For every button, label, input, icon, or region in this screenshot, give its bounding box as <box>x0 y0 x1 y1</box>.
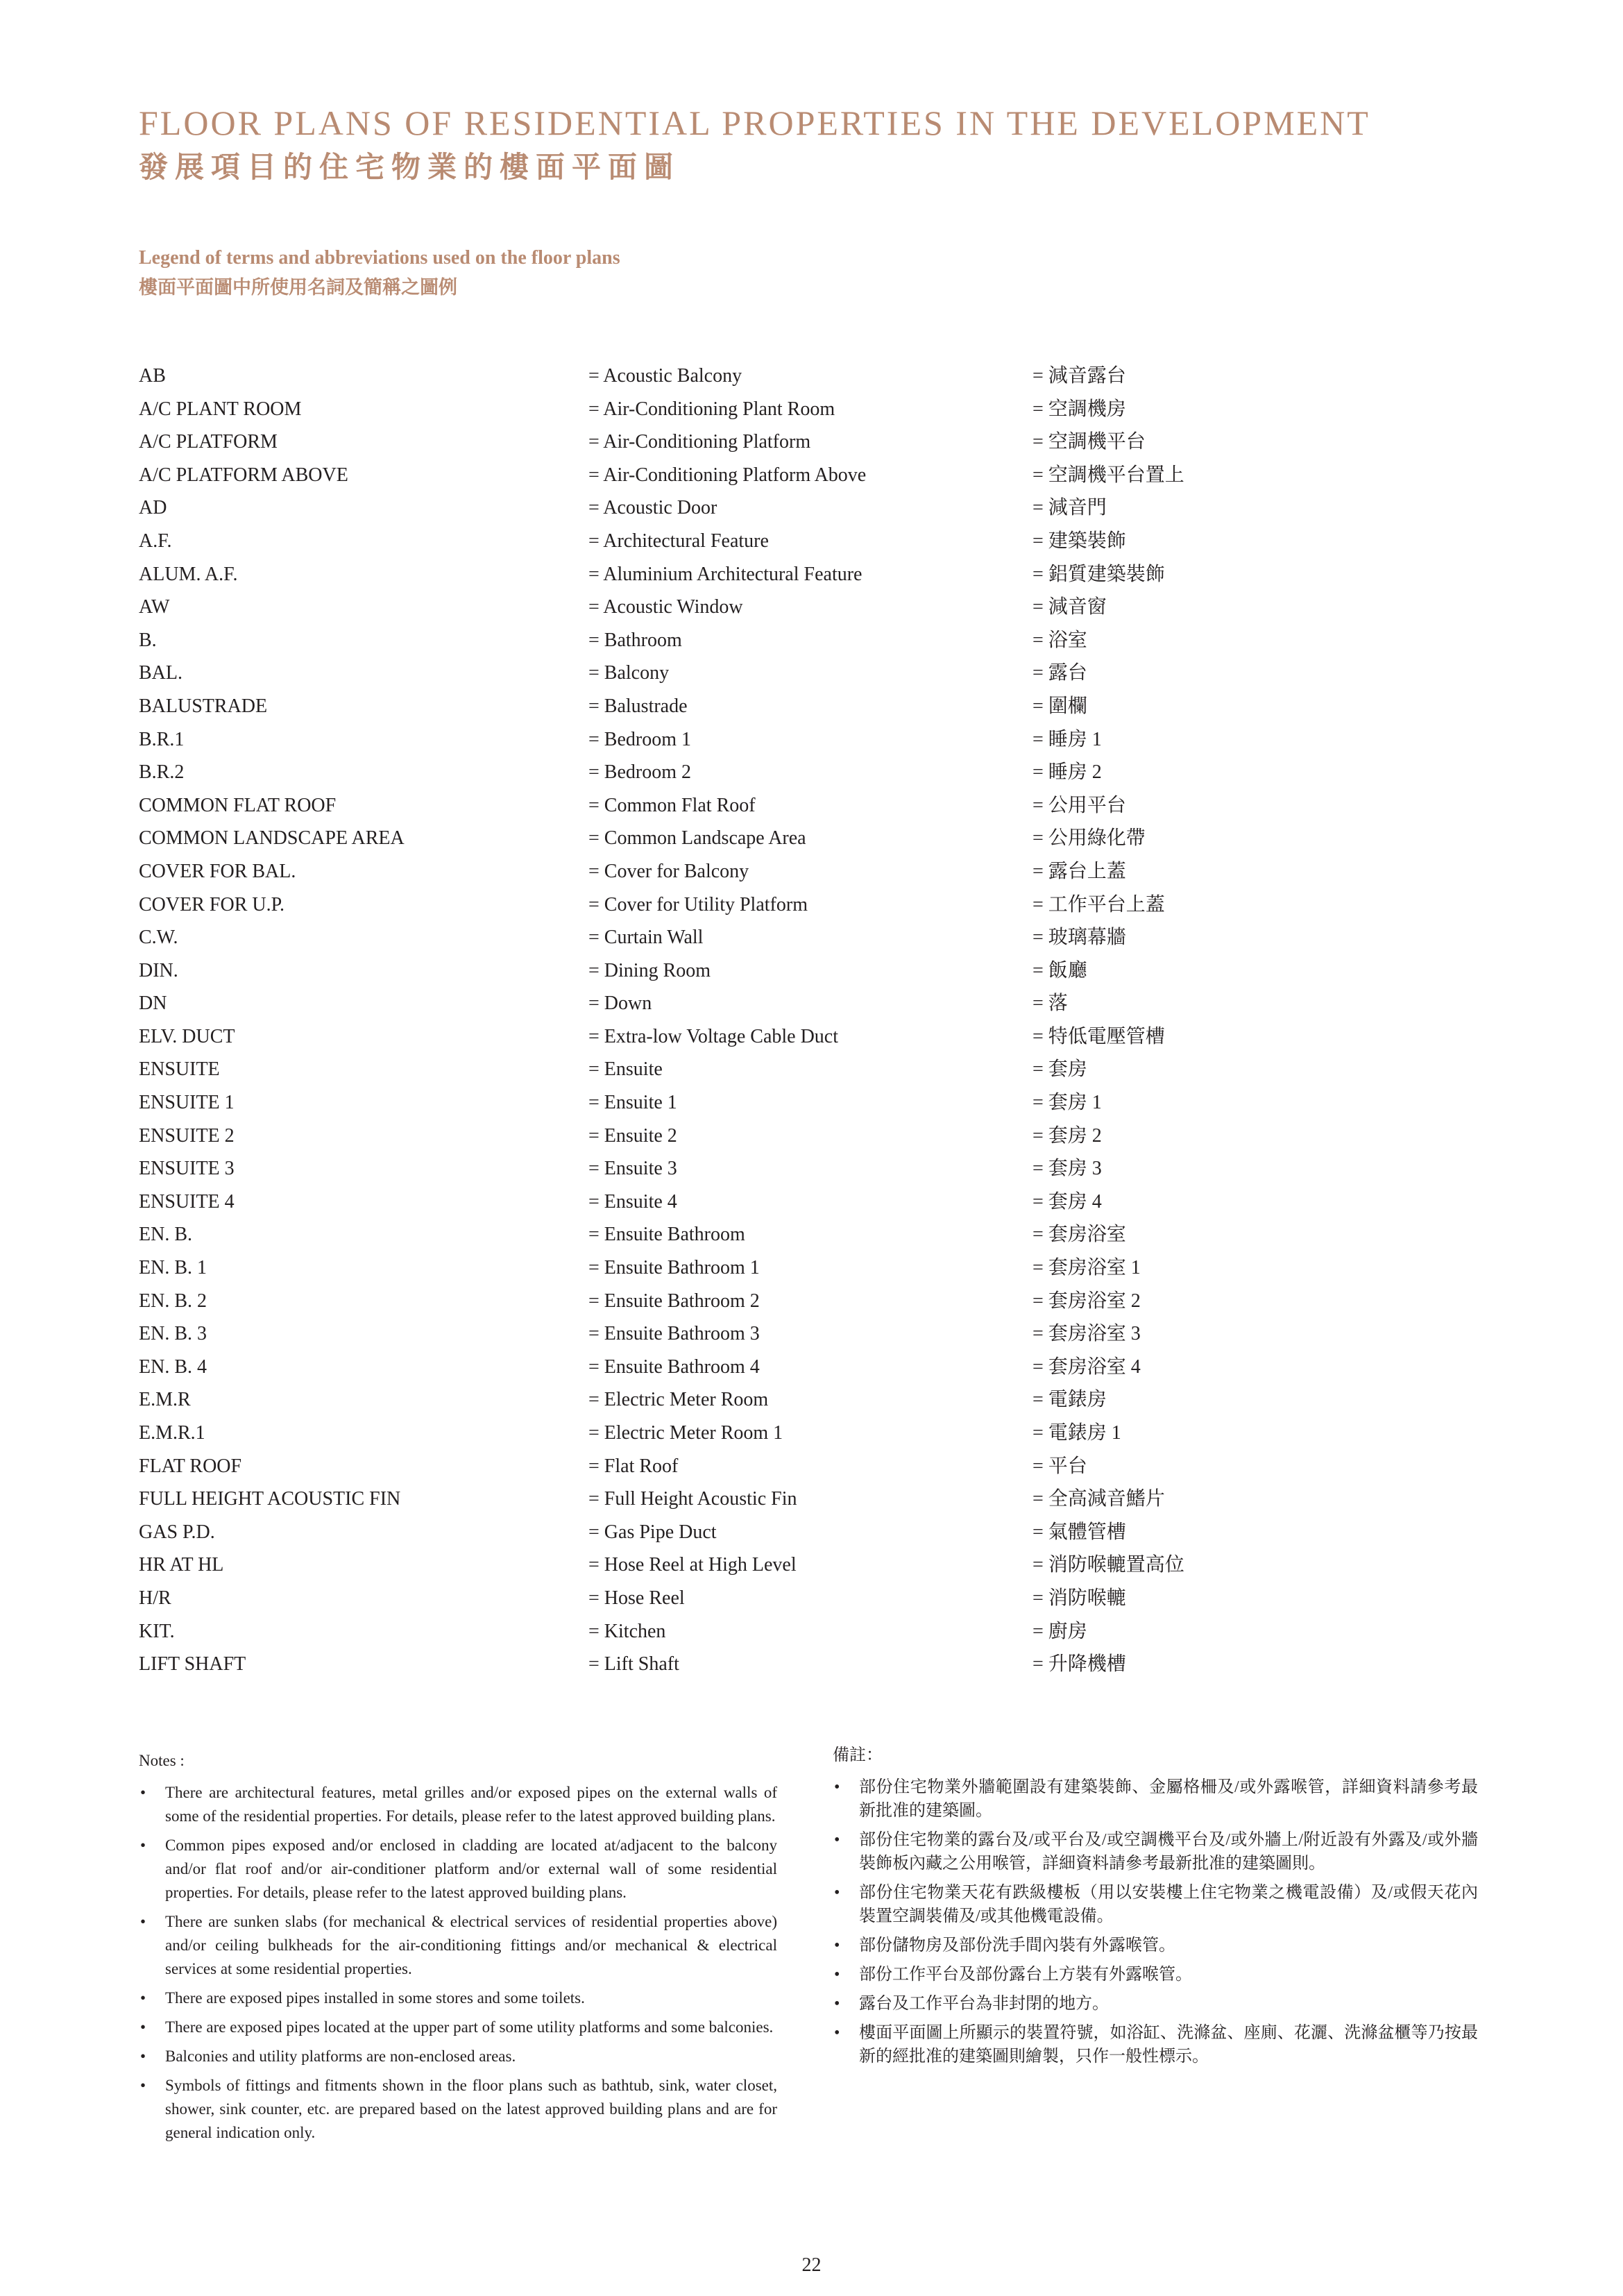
legend-abbreviation: A.F. <box>139 530 172 552</box>
legend-row <box>139 527 1457 561</box>
legend-meaning-zh: = 建築裝飾 <box>1033 530 1126 552</box>
note-text: 部份住宅物業天花有跌級樓板（用以安裝樓上住宅物業之機電設備）及/或假天花內裝置空調裝備及/或其他機電設備。 <box>859 1884 1478 1925</box>
legend-meaning-en: = Ensuite <box>588 1058 663 1081</box>
legend-meaning-zh: = 套房浴室 <box>1033 1224 1126 1246</box>
note-item <box>139 1910 777 1981</box>
legend-meaning-en: = Common Flat Roof <box>588 794 756 816</box>
legend-meaning-en: = Ensuite Bathroom 1 <box>588 1257 760 1279</box>
legend-abbreviation: A/C PLATFORM ABOVE <box>139 464 348 486</box>
legend-row <box>139 891 1457 925</box>
note-text: There are architectural features, metal grilles and/or exposed pipes on the external walls of some of the residential properties. For details, please refer to the latest approved building plans. <box>165 1784 777 1825</box>
legend-meaning-en: = Flat Roof <box>588 1455 679 1477</box>
legend-row <box>139 726 1457 759</box>
legend-row <box>139 659 1457 693</box>
legend-row <box>139 1419 1457 1453</box>
legend-meaning-en: = Ensuite 3 <box>588 1158 677 1180</box>
legend-meaning-en: = Cover for Balcony <box>588 860 749 882</box>
legend-abbreviation: AD <box>139 497 167 519</box>
legend-meaning-zh: = 減音窗 <box>1033 596 1107 618</box>
legend-meaning-en: = Kitchen <box>588 1620 666 1642</box>
legend-row <box>139 627 1457 660</box>
legend-meaning-zh: = 公用平台 <box>1033 794 1126 816</box>
legend-abbreviation: AB <box>139 365 166 387</box>
legend-meaning-zh: = 浴室 <box>1033 629 1087 651</box>
note-item <box>139 1986 777 2010</box>
legend-row <box>139 428 1457 462</box>
legend-row <box>139 990 1457 1023</box>
legend-meaning-zh: = 廚房 <box>1033 1620 1087 1642</box>
legend-row <box>139 1288 1457 1321</box>
legend-meaning-en: = Architectural Feature <box>588 530 769 552</box>
legend-meaning-zh: = 飯廳 <box>1033 959 1087 981</box>
legend-abbreviation: EN. B. 1 <box>139 1257 207 1279</box>
note-text: 樓面平面圖上所顯示的裝置符號，如浴缸、洗滌盆、座廁、花灑、洗滌盆櫃等乃按最新的經批准的建築圖則繪製，只作一般性標示。 <box>859 2024 1478 2066</box>
legend-abbreviation: LIFT SHAFT <box>139 1653 246 1675</box>
legend-meaning-zh: = 空調機房 <box>1033 398 1126 420</box>
legend-meaning-en: = Hose Reel at High Level <box>588 1554 797 1576</box>
notes-zh-list <box>833 1775 1478 2068</box>
legend-row <box>139 1320 1457 1353</box>
legend-abbreviation: COMMON FLAT ROOF <box>139 794 337 816</box>
legend-abbreviation: EN. B. 3 <box>139 1323 207 1345</box>
bullet-icon: • <box>140 2048 146 2065</box>
legend-row <box>139 858 1457 891</box>
legend-meaning-en: = Bedroom 1 <box>588 728 691 750</box>
legend-meaning-zh: = 特低電壓管槽 <box>1033 1025 1165 1047</box>
legend-meaning-zh: = 電錶房 1 <box>1033 1422 1121 1444</box>
notes-en <box>139 1749 777 2150</box>
page-title-zh: 發展項目的住宅物業的樓面平面圖 <box>139 152 681 184</box>
bullet-icon: • <box>834 2024 840 2042</box>
legend-meaning-zh: = 全高減音鰭片 <box>1033 1488 1165 1510</box>
note-text: There are exposed pipes located at the upper part of some utility platforms and some balconies. <box>165 2018 774 2036</box>
bullet-icon: • <box>834 1936 840 1955</box>
note-text: Balconies and utility platforms are non-enclosed areas. <box>165 2048 516 2065</box>
legend-meaning-en: = Acoustic Balcony <box>588 365 742 387</box>
legend-row <box>139 593 1457 627</box>
legend-meaning-zh: = 圍欄 <box>1033 695 1087 717</box>
legend-abbreviation: BALUSTRADE <box>139 695 268 717</box>
legend-meaning-zh: = 平台 <box>1033 1455 1087 1477</box>
legend-meaning-en: = Common Landscape Area <box>588 827 806 850</box>
legend-abbreviation: HR AT HL <box>139 1554 224 1576</box>
legend-meaning-en: = Bedroom 2 <box>588 761 691 784</box>
legend-abbreviation: H/R <box>139 1587 171 1609</box>
legend-row <box>139 462 1457 495</box>
legend-meaning-en: = Ensuite Bathroom 3 <box>588 1323 760 1345</box>
bullet-icon: • <box>140 1913 146 1930</box>
legend-meaning-zh: = 氣體管槽 <box>1033 1521 1126 1543</box>
legend-abbreviation: B.R.2 <box>139 761 185 784</box>
notes-en-list <box>139 1781 777 2145</box>
bullet-icon: • <box>834 1831 840 1849</box>
note-text: There are sunken slabs (for mechanical & electrical services of residential properties above) and/or ceiling bulkheads for the air-conditioning fittings and/or mechanical & electrical services at some residential properties. <box>165 1913 777 1977</box>
notes-zh <box>833 1744 1478 2074</box>
note-text: 部份住宅物業外牆範圍設有建築裝飾、金屬格柵及/或外露喉管，詳細資料請參考最新批准的建築圖。 <box>859 1778 1478 1820</box>
bullet-icon: • <box>140 2018 146 2036</box>
legend-meaning-zh: = 套房 2 <box>1033 1124 1102 1147</box>
legend-meaning-en: = Gas Pipe Duct <box>588 1521 717 1543</box>
note-text: 部份儲物房及部份洗手間內裝有外露喉管。 <box>859 1936 1175 1955</box>
legend-meaning-en: = Acoustic Door <box>588 497 717 519</box>
bullet-icon: • <box>834 1884 840 1902</box>
legend-abbreviation: ELV. DUCT <box>139 1025 235 1047</box>
note-text: 部份工作平台及部份露台上方裝有外露喉管。 <box>859 1966 1192 1984</box>
note-text: 露台及工作平台為非封閉的地方。 <box>859 1995 1109 2013</box>
legend-abbreviation: COMMON LANDSCAPE AREA <box>139 827 405 850</box>
legend-abbreviation: B. <box>139 629 157 651</box>
legend-meaning-zh: = 睡房 2 <box>1033 761 1102 784</box>
legend-row <box>139 1585 1457 1618</box>
legend-meaning-en: = Cover for Utility Platform <box>588 893 808 915</box>
legend-meaning-en: = Curtain Wall <box>588 927 704 949</box>
legend-row <box>139 1353 1457 1387</box>
legend-meaning-zh: = 露台 <box>1033 662 1087 684</box>
legend-row <box>139 1155 1457 1188</box>
bullet-icon: • <box>140 2077 146 2094</box>
legend-row <box>139 1122 1457 1156</box>
legend-meaning-en: = Balcony <box>588 662 670 684</box>
legend-meaning-zh: = 減音門 <box>1033 497 1107 519</box>
bullet-icon: • <box>140 1837 146 1854</box>
legend-meaning-en: = Ensuite Bathroom 2 <box>588 1290 760 1312</box>
legend-abbreviation: E.M.R <box>139 1389 191 1411</box>
legend-abbreviation: A/C PLANT ROOM <box>139 398 302 420</box>
legend-meaning-en: = Air-Conditioning Plant Room <box>588 398 835 420</box>
bullet-icon: • <box>834 1778 840 1796</box>
legend-row <box>139 1651 1457 1684</box>
legend-row <box>139 825 1457 858</box>
legend-row <box>139 494 1457 527</box>
legend-row <box>139 759 1457 792</box>
legend-abbreviation: ENSUITE 4 <box>139 1190 235 1213</box>
legend-row <box>139 396 1457 429</box>
legend-meaning-zh: = 露台上蓋 <box>1033 860 1126 882</box>
note-item <box>139 2045 777 2068</box>
note-item <box>139 1834 777 1905</box>
notes-en-heading: Notes : <box>139 1752 185 1769</box>
legend-abbreviation: ENSUITE 2 <box>139 1124 235 1147</box>
legend-abbreviation: C.W. <box>139 927 178 949</box>
legend-abbreviation: E.M.R.1 <box>139 1422 205 1444</box>
note-text: There are exposed pipes installed in some stores and some toilets. <box>165 1989 585 2007</box>
legend-meaning-zh: = 消防喉轆置高位 <box>1033 1554 1184 1576</box>
page-title-en: FLOOR PLANS OF RESIDENTIAL PROPERTIES IN THE DEVELOPMENT <box>139 103 1370 142</box>
legend-meaning-zh: = 玻璃幕牆 <box>1033 927 1126 949</box>
legend-meaning-en: = Hose Reel <box>588 1587 685 1609</box>
legend-meaning-en: = Ensuite 2 <box>588 1124 677 1147</box>
note-text: 部份住宅物業的露台及/或平台及/或空調機平台及/或外牆上/附近設有外露及/或外牆裝飾板內藏之公用喉管，詳細資料請參考最新批准的建築圖則。 <box>859 1831 1478 1873</box>
note-text: Symbols of fittings and fitments shown in the floor plans such as bathtub, sink, water closet, shower, sink counter, etc. are prepared based on the latest approved building plans and are for general indication only. <box>165 2077 777 2141</box>
legend-meaning-en: = Bathroom <box>588 629 682 651</box>
legend-row <box>139 1453 1457 1486</box>
legend-row <box>139 1089 1457 1122</box>
legend-meaning-en: = Ensuite Bathroom 4 <box>588 1356 760 1378</box>
note-item <box>833 1881 1478 1928</box>
legend-meaning-en: = Ensuite 1 <box>588 1092 677 1114</box>
note-item <box>833 1934 1478 1957</box>
note-item <box>833 1828 1478 1875</box>
legend-meaning-zh: = 套房浴室 3 <box>1033 1323 1141 1345</box>
legend-meaning-en: = Down <box>588 993 652 1015</box>
legend-row <box>139 1056 1457 1089</box>
notes-zh-heading: 備註： <box>833 1746 883 1764</box>
legend-meaning-zh: = 空調機平台置上 <box>1033 464 1184 486</box>
legend-meaning-zh: = 套房浴室 2 <box>1033 1290 1141 1312</box>
legend-row <box>139 957 1457 990</box>
legend-meaning-en: = Ensuite Bathroom <box>588 1224 745 1246</box>
legend-meaning-zh: = 升降機槽 <box>1033 1653 1126 1675</box>
legend-meaning-en: = Electric Meter Room 1 <box>588 1422 783 1444</box>
legend-row <box>139 1618 1457 1651</box>
legend-abbreviation: EN. B. <box>139 1224 192 1246</box>
legend-meaning-en: = Electric Meter Room <box>588 1389 769 1411</box>
legend-row <box>139 1023 1457 1056</box>
note-item <box>833 2021 1478 2068</box>
legend-abbreviation: KIT. <box>139 1620 175 1642</box>
legend-row <box>139 1519 1457 1552</box>
legend-row <box>139 1551 1457 1585</box>
legend-meaning-en: = Aluminium Architectural Feature <box>588 563 863 585</box>
note-text: Common pipes exposed and/or enclosed in cladding are located at/adjacent to the balcony and/or flat roof and/or air-conditioner platform and/or external wall of some residential properties. For details, please refer to the latest approved building plans. <box>165 1837 777 1901</box>
legend-abbreviation: GAS P.D. <box>139 1521 215 1543</box>
legend-abbreviation: AW <box>139 596 170 618</box>
legend-row <box>139 1254 1457 1288</box>
legend-meaning-en: = Air-Conditioning Platform <box>588 431 811 453</box>
legend-abbreviation: COVER FOR BAL. <box>139 860 296 882</box>
legend-abbreviation: ALUM. A.F. <box>139 563 238 585</box>
legend-meaning-en: = Dining Room <box>588 959 711 981</box>
legend-row <box>139 1386 1457 1419</box>
legend-meaning-en: = Acoustic Window <box>588 596 743 618</box>
legend-meaning-en: = Lift Shaft <box>588 1653 679 1675</box>
legend-meaning-en: = Full Height Acoustic Fin <box>588 1488 797 1510</box>
legend-table <box>139 362 1457 1684</box>
legend-meaning-zh: = 落 <box>1033 993 1068 1015</box>
legend-abbreviation: COVER FOR U.P. <box>139 893 285 915</box>
legend-meaning-zh: = 套房浴室 4 <box>1033 1356 1141 1378</box>
legend-heading-zh: 樓面平面圖中所使用名詞及簡稱之圖例 <box>139 277 457 298</box>
legend-abbreviation: DN <box>139 993 167 1015</box>
bullet-icon: • <box>140 1784 146 1801</box>
legend-row <box>139 1221 1457 1254</box>
legend-abbreviation: BAL. <box>139 662 182 684</box>
legend-abbreviation: A/C PLATFORM <box>139 431 278 453</box>
page-number: 22 <box>801 2254 822 2276</box>
legend-meaning-zh: = 工作平台上蓋 <box>1033 893 1165 915</box>
legend-row <box>139 924 1457 957</box>
legend-meaning-zh: = 套房 1 <box>1033 1092 1102 1114</box>
legend-meaning-en: = Ensuite 4 <box>588 1190 677 1213</box>
legend-meaning-zh: = 鋁質建築裝飾 <box>1033 563 1165 585</box>
legend-row <box>139 362 1457 396</box>
legend-meaning-zh: = 減音露台 <box>1033 365 1126 387</box>
legend-meaning-zh: = 空調機平台 <box>1033 431 1146 453</box>
legend-meaning-en: = Air-Conditioning Platform Above <box>588 464 867 486</box>
bullet-icon: • <box>140 1989 146 2007</box>
legend-abbreviation: FULL HEIGHT ACOUSTIC FIN <box>139 1488 401 1510</box>
legend-meaning-zh: = 消防喉轆 <box>1033 1587 1126 1609</box>
legend-abbreviation: EN. B. 2 <box>139 1290 207 1312</box>
legend-heading-en: Legend of terms and abbreviations used on the floor plans <box>139 247 620 269</box>
note-item <box>139 2016 777 2039</box>
note-item <box>139 1781 777 1828</box>
legend-meaning-zh: = 公用綠化帶 <box>1033 827 1146 850</box>
legend-abbreviation: DIN. <box>139 959 178 981</box>
legend-meaning-en: = Balustrade <box>588 695 688 717</box>
bullet-icon: • <box>834 1966 840 1984</box>
legend-row <box>139 792 1457 825</box>
legend-row <box>139 1485 1457 1519</box>
legend-abbreviation: ENSUITE <box>139 1058 220 1081</box>
legend-meaning-en: = Extra-low Voltage Cable Duct <box>588 1025 839 1047</box>
legend-meaning-zh: = 套房 3 <box>1033 1158 1102 1180</box>
legend-row <box>139 693 1457 726</box>
bullet-icon: • <box>834 1995 840 2013</box>
legend-meaning-zh: = 睡房 1 <box>1033 728 1102 750</box>
legend-abbreviation: EN. B. 4 <box>139 1356 207 1378</box>
legend-meaning-zh: = 套房 <box>1033 1058 1087 1081</box>
note-item <box>833 1963 1478 1986</box>
legend-row <box>139 1188 1457 1222</box>
legend-meaning-zh: = 套房 4 <box>1033 1190 1102 1213</box>
legend-abbreviation: ENSUITE 1 <box>139 1092 235 1114</box>
note-item <box>833 1775 1478 1823</box>
legend-abbreviation: ENSUITE 3 <box>139 1158 235 1180</box>
legend-row <box>139 561 1457 594</box>
legend-meaning-zh: = 電錶房 <box>1033 1389 1107 1411</box>
legend-abbreviation: FLAT ROOF <box>139 1455 242 1477</box>
note-item <box>833 1992 1478 2016</box>
legend-abbreviation: B.R.1 <box>139 728 185 750</box>
legend-meaning-zh: = 套房浴室 1 <box>1033 1257 1141 1279</box>
note-item <box>139 2074 777 2145</box>
